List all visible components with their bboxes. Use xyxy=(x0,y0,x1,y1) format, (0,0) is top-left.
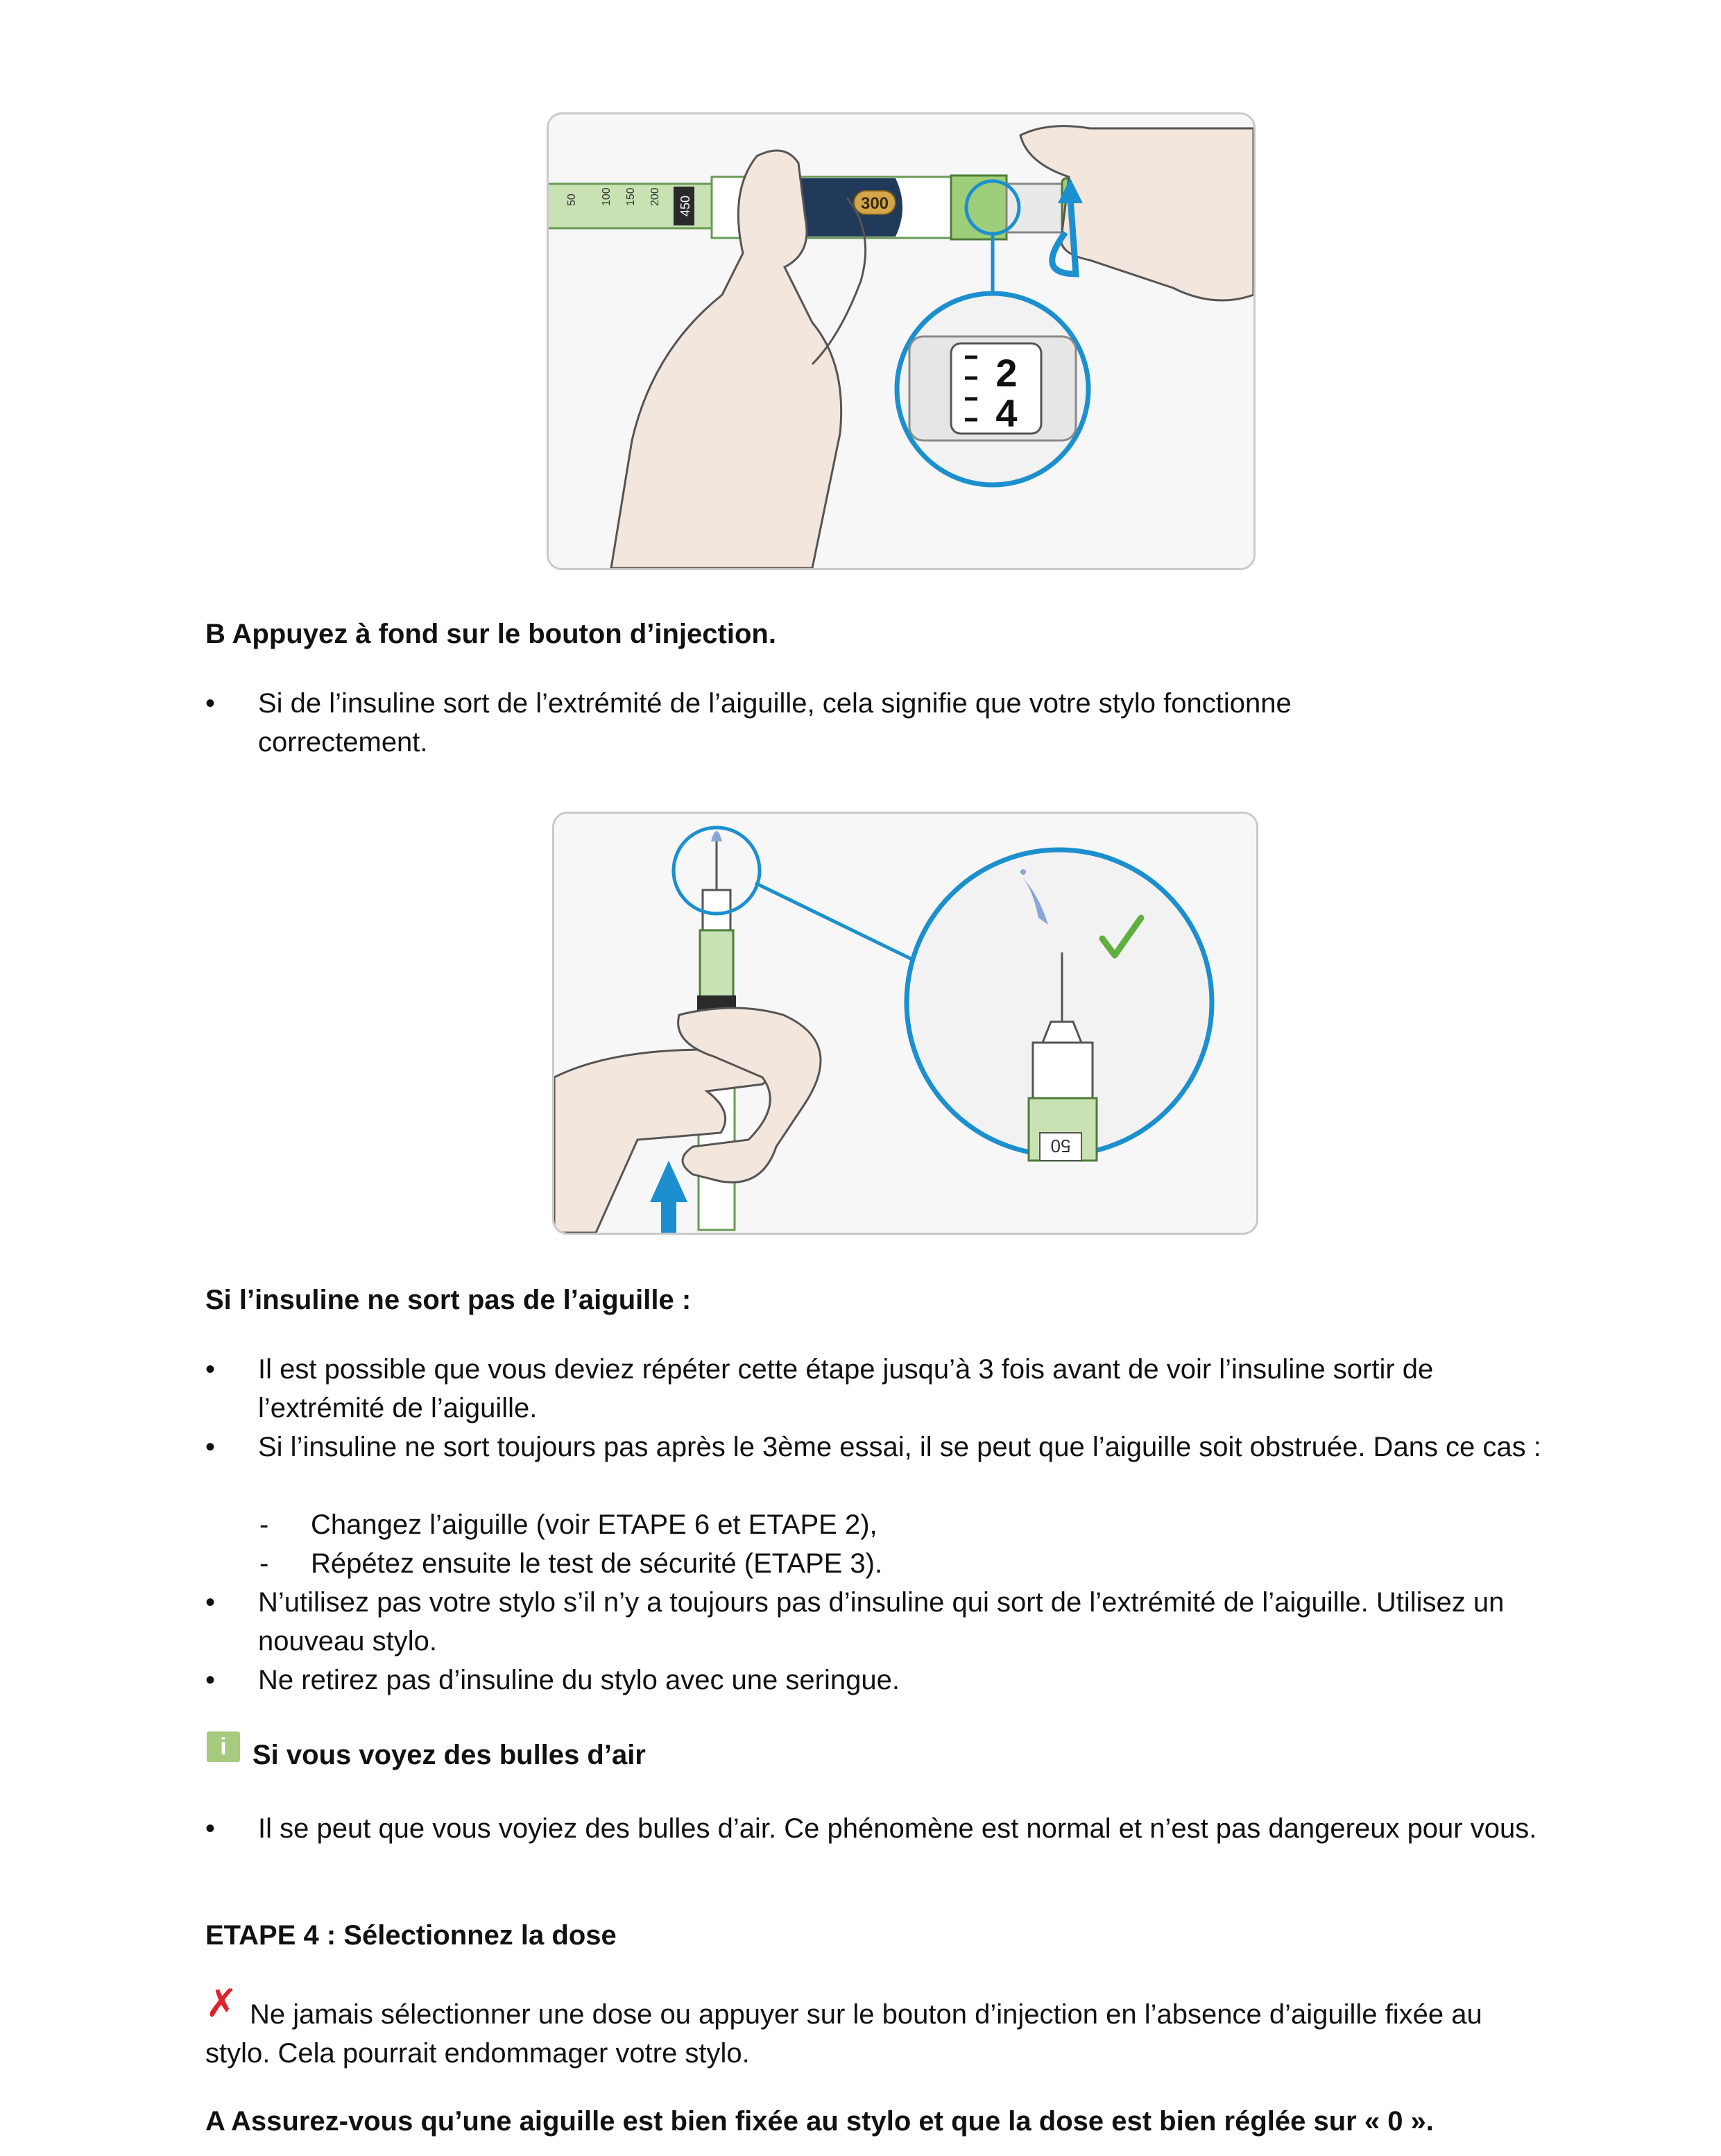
sub-dash: - xyxy=(259,1548,269,1579)
bullet-text: Si l’insuline ne sort toujours pas après le 3ème essai, il se peut que l’aiguille soit obstruée. Dans ce cas : xyxy=(258,1432,1541,1462)
bullet-dot: • xyxy=(205,1354,216,1385)
illustration-dose-dial xyxy=(547,112,1256,570)
bullet-text: Si de l’insuline sort de l’extrémité de l’aiguille, cela signifie que votre stylo fonctionne correctement. xyxy=(258,688,1292,758)
svg-text:4: 4 xyxy=(995,391,1018,435)
bullet-text: N’utilisez pas votre stylo s’il n’y a toujours pas d’insuline qui sort de l’extrémité de l’aiguille. Utilisez un nouveau stylo. xyxy=(258,1587,1505,1657)
sub-item: Répétez ensuite le test de sécurité (ETAPE 3). xyxy=(311,1548,883,1579)
warning-text: Ne jamais sélectionner une dose ou appuyer sur le bouton d’injection en l’absence d’aiguille fixée au stylo. Cela pourrait endommager votre stylo. xyxy=(205,1999,1482,2069)
svg-text:50: 50 xyxy=(566,194,578,206)
sub-dash: - xyxy=(259,1509,269,1540)
bullet-text: Il se peut que vous voyiez des bulles d’air. Ce phénomène est normal et n’est pas dangereux pour vous. xyxy=(258,1813,1537,1844)
bullet-dot: • xyxy=(205,1432,216,1462)
bullet-text: Il est possible que vous deviez répéter cette étape jusqu’à 3 fois avant de voir l’insuline sortir de l’extrémité de l’aiguille. xyxy=(258,1354,1434,1423)
svg-text:100: 100 xyxy=(601,187,613,206)
svg-text:300: 300 xyxy=(860,194,889,213)
info-icon: i xyxy=(207,1731,240,1762)
no-insulin-heading: Si l’insuline ne sort pas de l’aiguille : xyxy=(205,1285,692,1315)
warning-cross-icon: ✗ xyxy=(205,1981,238,2025)
air-bubbles-heading: Si vous voyez des bulles d’air xyxy=(252,1740,646,1770)
svg-text:2: 2 xyxy=(995,351,1018,395)
bullet-dot: • xyxy=(205,688,216,719)
svg-text:150: 150 xyxy=(625,187,637,206)
svg-text:450: 450 xyxy=(678,195,692,217)
svg-text:200: 200 xyxy=(649,187,661,206)
bullet-text: Ne retirez pas d’insuline du stylo avec une seringue. xyxy=(258,1665,900,1695)
illustration-safety-test xyxy=(552,812,1258,1235)
step-b-heading: B Appuyez à fond sur le bouton d’injection. xyxy=(205,619,776,649)
bullet-dot: • xyxy=(205,1587,216,1618)
bullet-dot: • xyxy=(205,1665,216,1695)
step4-heading: ETAPE 4 : Sélectionnez la dose xyxy=(205,1920,617,1951)
bullet-dot: • xyxy=(205,1813,216,1844)
step-a-heading: A Assurez-vous qu’une aiguille est bien fixée au stylo et que la dose est bien réglée sur « 0 ». xyxy=(205,2106,1434,2137)
sub-item: Changez l’aiguille (voir ETAPE 6 et ETAPE 2), xyxy=(311,1509,877,1540)
svg-text:50: 50 xyxy=(1050,1136,1071,1156)
